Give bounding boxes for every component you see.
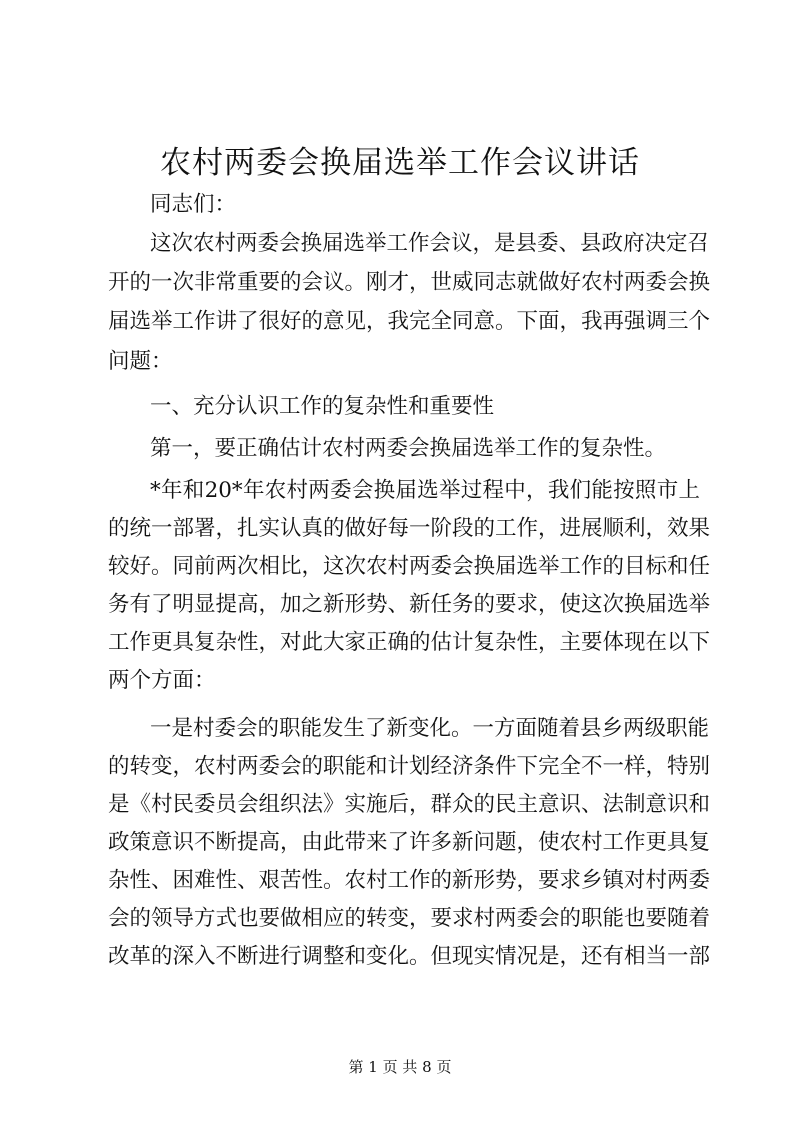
paragraph-line: 杂性、困难性、艰苦性。农村工作的新形势，要求乡镇对村两委 bbox=[108, 868, 711, 893]
paragraph-line: 届选举工作讲了很好的意见，我完全同意。下面，我再强调三个 bbox=[108, 309, 711, 334]
paragraph-line: 工作更具复杂性，对此大家正确的估计复杂性，主要体现在以下 bbox=[108, 630, 711, 655]
paragraph-line: 政策意识不断提高，由此带来了许多新问题，使农村工作更具复 bbox=[108, 830, 711, 855]
salutation: 同志们： bbox=[150, 192, 237, 217]
paragraph-line: 开的一次非常重要的会议。刚才，世威同志就做好农村两委会换 bbox=[108, 270, 711, 295]
paragraph-line: 这次农村两委会换届选举工作会议，是县委、县政府决定召 bbox=[150, 231, 710, 256]
page-number-footer: 第 1 页 共 8 页 bbox=[348, 1058, 452, 1076]
paragraph-line: 的统一部署，扎实认真的做好每一阶段的工作，进展顺利，效果 bbox=[108, 516, 711, 541]
paragraph-line: 会的领导方式也要做相应的转变，要求村两委会的职能也要随着 bbox=[108, 906, 711, 931]
subsection-heading: 第一，要正确估计农村两委会换届选举工作的复杂性。 bbox=[150, 436, 667, 461]
paragraph-line: 问题： bbox=[108, 349, 173, 374]
page-title: 农村两委会换届选举工作会议讲话 bbox=[160, 145, 640, 181]
paragraph-line: 的转变，农村两委会的职能和计划经济条件下完全不一样，特别 bbox=[108, 754, 711, 779]
paragraph-line: 是《村民委员会组织法》实施后，群众的民主意识、法制意识和 bbox=[108, 792, 711, 817]
paragraph-line: 两个方面： bbox=[108, 668, 216, 693]
paragraph-line: 较好。同前两次相比，这次农村两委会换届选举工作的目标和任 bbox=[108, 554, 711, 579]
paragraph-line: 改革的深入不断进行调整和变化。但现实情况是，还有相当一部 bbox=[108, 944, 711, 969]
paragraph-line: 一是村委会的职能发生了新变化。一方面随着县乡两级职能 bbox=[150, 716, 710, 741]
paragraph-line: 务有了明显提高，加之新形势、新任务的要求，使这次换届选举 bbox=[108, 592, 711, 617]
section-heading: 一、充分认识工作的复杂性和重要性 bbox=[150, 394, 495, 419]
paragraph-line: *年和20*年农村两委会换届选举过程中，我们能按照市上 bbox=[150, 478, 700, 503]
